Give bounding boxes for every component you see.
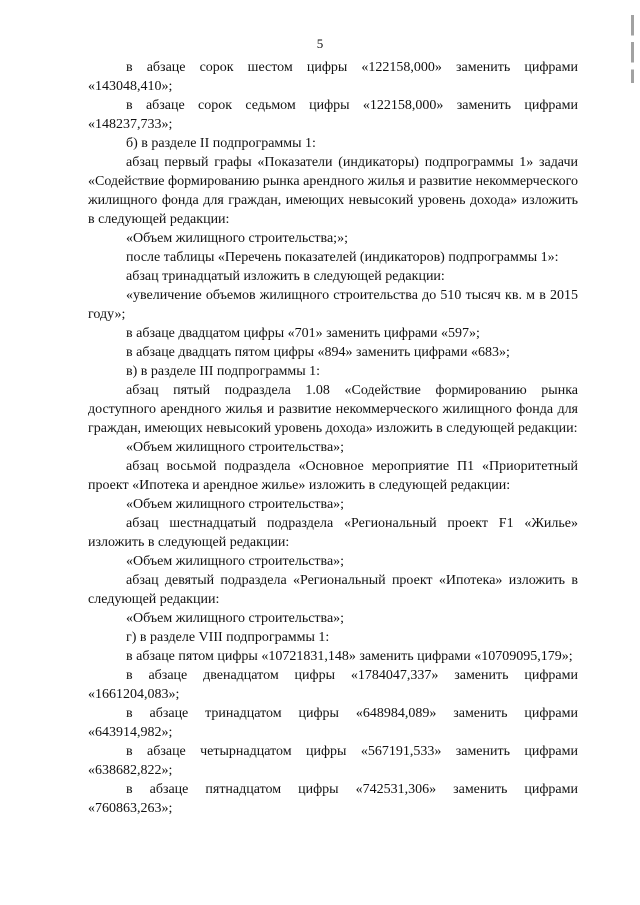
paragraph: «Объем жилищного строительства»; xyxy=(126,611,345,626)
paragraph: в абзаце сорок шестом цифры «122158,000» заменить цифрами «143048,410»; xyxy=(88,60,578,94)
paragraph: «Объем жилищного строительства»; xyxy=(126,440,345,455)
paragraph: абзац первый графы «Показатели (индикаторы) подпрограммы 1» задачи «Содействие формированию рынка арендного жилья и развитие некоммерческого жилищного фонда для граждан, имеющих невысокий уровень дохода» изложить в следующей редакции: xyxy=(88,155,578,227)
paragraph: в абзаце двенадцатом цифры «1784047,337» заменить цифрами «1661204,083»; xyxy=(88,668,578,702)
paragraph: б) в разделе II подпрограммы 1: xyxy=(126,136,316,151)
paragraph: абзац тринадцатый изложить в следующей редакции: xyxy=(126,269,445,284)
paragraph: в абзаце двадцатом цифры «701» заменить цифрами «597»; xyxy=(126,326,480,341)
document-body xyxy=(88,58,578,818)
paragraph: в абзаце тринадцатом цифры «648984,089» заменить цифрами «643914,982»; xyxy=(88,706,578,740)
paragraph: «Объем жилищного строительства»; xyxy=(126,554,345,569)
paragraph: в) в разделе III подпрограммы 1: xyxy=(126,364,321,379)
page-number: 5 xyxy=(316,36,324,51)
paragraph: «увеличение объемов жилищного строительства до 510 тысяч кв. м в 2015 году»; xyxy=(88,288,578,322)
paragraph: абзац девятый подраздела «Региональный проект «Ипотека» изложить в следующей редакции: xyxy=(88,573,578,607)
paragraph: г) в разделе VIII подпрограммы 1: xyxy=(126,630,330,645)
paragraph: в абзаце двадцать пятом цифры «894» заменить цифрами «683»; xyxy=(126,345,510,360)
paragraph: в абзаце сорок седьмом цифры «122158,000» заменить цифрами «148237,733»; xyxy=(88,98,578,132)
paragraph: «Объем жилищного строительства;»; xyxy=(126,231,348,246)
paragraph: абзац восьмой подраздела «Основное мероприятие П1 «Приоритетный проект «Ипотека и арендное жилье» изложить в следующей редакции: xyxy=(88,459,578,493)
paragraph: в абзаце пятом цифры «10721831,148» заменить цифрами «10709095,179»; xyxy=(126,649,573,664)
paragraph: после таблицы «Перечень показателей (индикаторов) подпрограммы 1»: xyxy=(126,250,559,265)
paragraph: «Объем жилищного строительства»; xyxy=(126,497,345,512)
paragraph: в абзаце четырнадцатом цифры «567191,533» заменить цифрами «638682,822»; xyxy=(88,744,578,778)
paragraph: абзац шестнадцатый подраздела «Региональный проект F1 «Жилье» изложить в следующей редакции: xyxy=(88,516,578,550)
paragraph: абзац пятый подраздела 1.08 «Содействие формированию рынка доступного арендного жилья и развитие некоммерческого жилищного фонда для граждан, имеющих невысокий уровень дохода» изложить в следующей редакции: xyxy=(88,383,578,436)
paragraph: в абзаце пятнадцатом цифры «742531,306» заменить цифрами «760863,263»; xyxy=(88,782,578,816)
